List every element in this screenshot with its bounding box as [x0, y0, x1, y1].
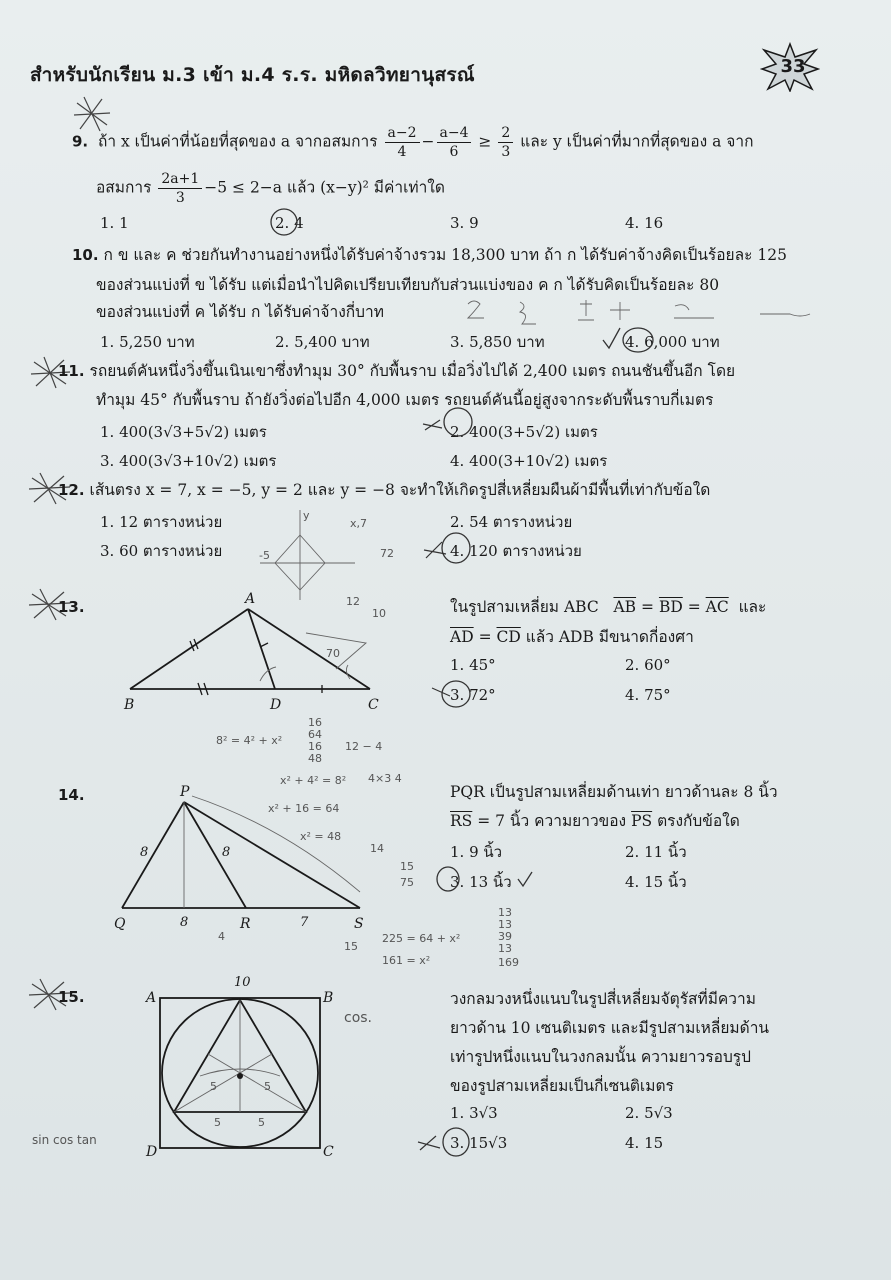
- pencil-note: 169: [498, 956, 519, 969]
- question-text: เส้นตรง x = 7, x = −5, y = 2 และ y = −8 จะทำให้เกิดรูปสี่เหลี่ยมผืนผ้ามีพื้นที่เท่ากับข้อใด: [89, 481, 711, 499]
- question-text: อสมการ: [96, 178, 152, 197]
- pencil-note: y: [303, 509, 310, 522]
- question-text: ถ้า x เป็นค่าที่น้อยที่สุดของ a จากอสมการ: [98, 132, 378, 151]
- side-length-label: 8: [140, 845, 149, 860]
- equals-sign: =: [478, 628, 492, 646]
- question-text: วงกลมวงหนึ่งแนบในรูปสี่เหลี่ยมจัตุรัสที่มีความ: [450, 990, 756, 1008]
- option[interactable]: 2. 5√3: [625, 1104, 673, 1122]
- pencil-work-q14: [260, 770, 461, 970]
- question-12-line1: [58, 475, 710, 505]
- vertex-label-s: S: [354, 916, 364, 932]
- side-pq: [122, 802, 184, 908]
- question-text: ของส่วนแบ่งที่ ข ได้รับ แต่เมื่อนำไปคิดเปรียบเทียบกับส่วนแบ่งของ ค ก ได้รับคิดเป็นร้อยละ 80: [96, 276, 720, 294]
- numerator: a−4: [437, 124, 472, 143]
- segment-rs: $\overline{RS}$: [450, 812, 473, 830]
- vertex-label-d: D: [146, 1144, 158, 1160]
- pencil-note: x,7: [350, 517, 368, 530]
- option[interactable]: 2. 4: [275, 214, 304, 232]
- option[interactable]: 4. 15: [625, 1134, 664, 1152]
- pencil-note-trig: [30, 1124, 140, 1154]
- question-text: ทำมุม 45° กับพื้นราบ ถ้ายังวิ่งต่อไปอีก 4,000 เมตร รถยนต์คันนี้อยู่สูงจากระดับพื้นราบกี่เมตร: [96, 391, 714, 409]
- vertex-label-b: B: [124, 697, 135, 713]
- option[interactable]: 2. 5,400 บาท: [275, 333, 370, 351]
- option[interactable]: 4. 6,000 บาท: [625, 333, 720, 351]
- question-14-line2: [450, 806, 740, 836]
- pencil-circle-answer-icon: [416, 1122, 476, 1162]
- option[interactable]: 1. 400(3√3+5√2) เมตร: [100, 423, 267, 441]
- vertex-label-r: R: [240, 916, 251, 932]
- question-text: ก ข และ ค ช่วยกันทำงานอย่างหนึ่งได้รับค่าจ้างรวม 18,300 บาท ถ้า ก ได้รับค่าจ้างคิดเป็นร้อยละ 125: [103, 246, 787, 264]
- question-10-line1: [72, 240, 787, 270]
- question-11-line1: [58, 356, 735, 386]
- segment-ad: $\overline{AD}$: [450, 628, 474, 646]
- question-9-line2: [96, 170, 445, 207]
- option[interactable]: 3. 9: [450, 214, 479, 232]
- option[interactable]: 1. 3√3: [450, 1104, 498, 1122]
- option[interactable]: 3. 13 นิ้ว: [450, 873, 512, 891]
- option[interactable]: 1. 45°: [450, 656, 496, 674]
- pencil-note: 161 = x²: [382, 954, 431, 967]
- pencil-note: 8² = 4² + x²: [216, 734, 283, 747]
- question-text: รถยนต์คันหนึ่งวิ่งขึ้นเนินเขาซึ่งทำมุม 30° กับพื้นราบ เมื่อวิ่งไปได้ 2,400 เมตร ถนนชันขึ้นอีก โดย: [89, 362, 736, 380]
- question-15-number: [58, 982, 85, 1012]
- pencil-note: 5: [264, 1080, 271, 1093]
- option[interactable]: 4. 15 นิ้ว: [625, 873, 687, 891]
- fraction: [158, 170, 202, 207]
- pencil-note: 48: [308, 752, 322, 765]
- pencil-note: 75: [400, 876, 414, 889]
- segment-cd: $\overline{CD}$: [496, 628, 521, 646]
- pencil-note: 13: [498, 942, 512, 955]
- question-text: เท่ารูปหนึ่งแนบในวงกลมนั้น ความยาวรอบรูป: [450, 1048, 751, 1066]
- question-13-line1: [450, 592, 766, 622]
- pencil-note: 12: [346, 595, 360, 608]
- question-text: −5 ≤ 2−a แล้ว (x−y)² มีค่าเท่าใด: [204, 178, 445, 197]
- side-length-label: 7: [300, 915, 309, 930]
- fraction: [385, 124, 420, 161]
- option[interactable]: 4. 75°: [625, 686, 671, 704]
- pencil-circle-answer-icon: [420, 404, 480, 444]
- question-text: และ: [738, 598, 767, 616]
- question-number: 13.: [58, 598, 85, 616]
- question-text: ตรงกับข้อใด: [657, 812, 740, 830]
- option[interactable]: 1. 1: [100, 214, 129, 232]
- option[interactable]: 3. 5,850 บาท: [450, 333, 545, 351]
- option[interactable]: 3. 72°: [450, 686, 496, 704]
- segment-ad: [248, 609, 275, 689]
- question-number: 14.: [58, 786, 85, 804]
- question-text: = 7 นิ้ว ความยาวของ: [477, 812, 627, 830]
- question-13-number: [58, 592, 85, 622]
- side-length-label: 10: [234, 975, 251, 990]
- segment-bd: $\overline{BD}$: [658, 598, 683, 616]
- pencil-circle-answer-icon: [436, 862, 546, 896]
- question-text: ของส่วนแบ่งที่ ค ได้รับ ก ได้รับค่าจ้างกี่บาท: [96, 303, 384, 321]
- option[interactable]: 2. 54 ตารางหน่วย: [450, 513, 573, 531]
- question-13-line2: [450, 622, 694, 652]
- pencil-note: 12 − 4: [345, 740, 383, 753]
- side-length-label: 8: [180, 915, 189, 930]
- option[interactable]: 4. 16: [625, 214, 664, 232]
- segment-ab: $\overline{AB}$: [613, 598, 637, 616]
- option[interactable]: 4. 400(3+10√2) เมตร: [450, 452, 608, 470]
- question-text: และ y เป็นค่าที่มากที่สุดของ a จาก: [520, 132, 754, 151]
- option[interactable]: 3. 15√3: [450, 1134, 508, 1152]
- question-number: 9.: [72, 132, 89, 151]
- side-length-label: 8: [222, 845, 231, 860]
- pencil-note: 14: [370, 842, 384, 855]
- pencil-note: x² + 4² = 8²: [280, 774, 347, 787]
- denominator: 3: [501, 144, 511, 160]
- pencil-note: 70: [326, 647, 340, 660]
- question-number: 12.: [58, 481, 85, 499]
- pencil-note: 72: [380, 547, 394, 560]
- question-text: ของรูปสามเหลี่ยมเป็นกี่เซนติเมตร: [450, 1077, 674, 1095]
- question-14-number: [58, 780, 85, 810]
- vertex-label-p: P: [180, 784, 190, 800]
- option[interactable]: 1. 12 ตารางหน่วย: [100, 513, 223, 531]
- pencil-note: 16: [308, 740, 322, 753]
- question-number: 10.: [72, 246, 99, 264]
- question-text: แล้ว ADB มีขนาดกี่องศา: [525, 628, 694, 646]
- vertex-label-c: C: [368, 697, 379, 713]
- pencil-note: 4×3 4: [368, 772, 402, 785]
- question-number: 11.: [58, 362, 85, 380]
- vertex-label-c: C: [323, 1144, 334, 1160]
- pencil-note: 5: [258, 1116, 265, 1129]
- page-number: 33: [780, 56, 806, 77]
- pencil-scribbles-icon: [460, 292, 860, 342]
- relation-symbol: ≥: [478, 132, 492, 151]
- page-header-title: สำหรับนักเรียน ม.3 เข้า ม.4 ร.ร. มหิดลวิทยานุสรณ์: [30, 64, 475, 86]
- side-pr: [184, 802, 246, 908]
- option[interactable]: 3. 60 ตารางหน่วย: [100, 542, 223, 560]
- pencil-note: x² + 16 = 64: [268, 802, 340, 815]
- fraction: [498, 124, 513, 161]
- vertex-label-a: A: [245, 591, 256, 607]
- segment-ac: $\overline{AC}$: [705, 598, 729, 616]
- pencil-note: 15: [400, 860, 414, 873]
- vertex-label-d: D: [270, 697, 282, 713]
- numerator: a−2: [385, 124, 420, 143]
- question-number: 15.: [58, 988, 85, 1006]
- vertex-label-b: B: [323, 990, 334, 1006]
- vertex-label-q: Q: [114, 916, 126, 932]
- numerator: 2a+1: [158, 170, 202, 189]
- equals-sign: =: [687, 598, 701, 616]
- pencil-note: 39: [498, 930, 512, 943]
- pencil-note: 225 = 64 + x²: [382, 932, 461, 945]
- option[interactable]: 1. 5,250 บาท: [100, 333, 195, 351]
- option[interactable]: 2. 11 นิ้ว: [625, 843, 687, 861]
- vertex-label-a: A: [146, 990, 157, 1006]
- question-9-line1: 9. ถ้า x เป็นค่าที่น้อยที่สุดของ a จากอสมการ $\frac{a-2}{4}$ − $\frac{a-4}{6}$ ≥ $\frac{2}{3}$ และ y เป็นค่าที่มากที่สุดของ a จาก: [72, 125, 754, 160]
- option[interactable]: 2. 400(3+5√2) เมตร: [450, 423, 598, 441]
- side-ab: [130, 609, 248, 689]
- denominator: 3: [175, 190, 185, 206]
- denominator: 6: [449, 144, 459, 160]
- pencil-note: 13: [498, 918, 512, 931]
- pencil-note: 64: [308, 728, 322, 741]
- pencil-work-q14-multiply: [490, 904, 530, 984]
- option[interactable]: 2. 60°: [625, 656, 671, 674]
- pencil-note: 10: [372, 607, 386, 620]
- pencil-note: 5: [210, 1080, 217, 1093]
- fraction: [437, 124, 472, 161]
- question-text: ยาวด้าน 10 เซนติเมตร และมีรูปสามเหลี่ยมด้าน: [450, 1019, 769, 1037]
- pencil-note: 5: [214, 1116, 221, 1129]
- side-ac: [248, 609, 370, 689]
- denominator: 4: [397, 144, 407, 160]
- question-text: PQR เป็นรูปสามเหลี่ยมด้านเท่า ยาวด้านละ 8 นิ้ว: [450, 783, 778, 801]
- pencil-note: x² = 48: [300, 830, 342, 843]
- pencil-note: -5: [259, 549, 270, 562]
- question-text: ในรูปสามเหลี่ยม ABC: [450, 598, 599, 616]
- equals-sign: =: [641, 598, 654, 616]
- numerator: 2: [498, 124, 513, 143]
- square-circle-triangle-figure: [140, 972, 340, 1172]
- option[interactable]: 3. 400(3√3+10√2) เมตร: [100, 452, 277, 470]
- segment-ps: $\overline{PS}$: [631, 812, 653, 830]
- option[interactable]: 4. 120 ตารางหน่วย: [450, 542, 582, 560]
- pencil-note: 16: [308, 716, 322, 729]
- pencil-note: 13: [498, 906, 512, 919]
- pencil-note-cos: [340, 1004, 400, 1028]
- pencil-circle-answer-icon: [268, 204, 302, 238]
- pencil-circle-answer-icon: [430, 676, 480, 712]
- pencil-note: 4: [218, 930, 225, 943]
- option[interactable]: 1. 9 นิ้ว: [450, 843, 503, 861]
- pencil-note: sin cos tan: [32, 1133, 97, 1147]
- pencil-note: cos.: [344, 1010, 373, 1026]
- pencil-note: 15: [344, 940, 358, 953]
